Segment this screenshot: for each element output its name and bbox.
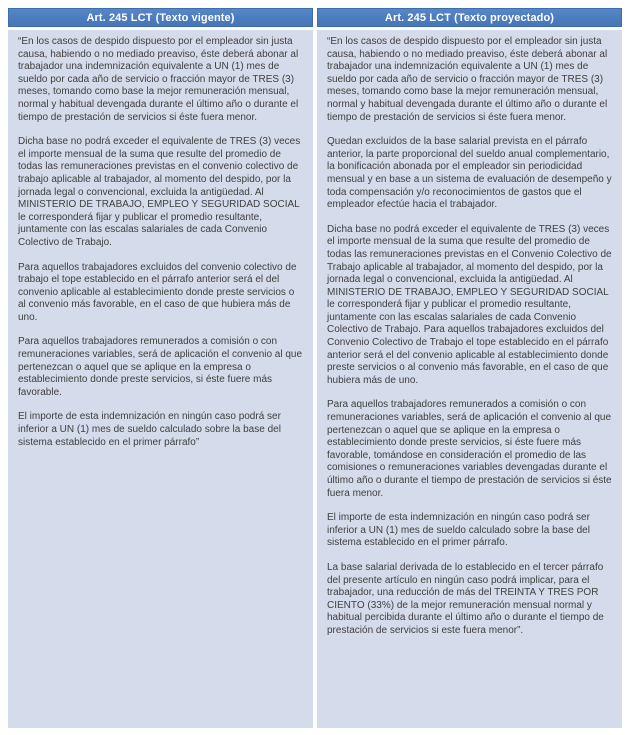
column-header-texto-vigente: Art. 245 LCT (Texto vigente) xyxy=(8,8,313,27)
vigente-paragraph-4: Para aquellos trabajadores remunerados a comisión o con remuneraciones variables, será de aplicación el convenio al que pertenezcan o aquel que se aplique en la empresa o establecimiento donde preste servicios, si éste fuere más favorable. xyxy=(18,336,303,398)
proyectado-paragraph-3: Dicha base no podrá exceder el equivalente de TRES (3) veces el importe mensual de la suma que resulte del promedio de todas las remuneraciones previstas en el Convenio Colectivo de Trabajo aplicable al trabajador, al momento del despido, por la jornada legal o convencional, excluida la antigüedad. Al MINISTERIO DE TRABAJO, EMPLEO Y SEGURIDAD SOCIAL le corresponderá fijar y publicar el promedio resultante, juntamente con las escalas salariales de cada Convenio Colectivo de Trabajo. Para aquellos trabajadores excluidos del Convenio Colectivo de Trabajo el tope establecido en el párrafo anterior será el del convenio aplicable al establecimiento donde preste servicios o al convenio más favorable, en el caso de que hubiera más de uno. xyxy=(327,223,612,386)
vigente-paragraph-5: El importe de esta indemnización en ningún caso podrá ser inferior a UN (1) mes de sueldo calculado sobre la base del sistema establecido en el primer párrafo” xyxy=(18,411,281,448)
proyectado-paragraph-2: Quedan excluidos de la base salarial prevista en el párrafo anterior, la parte proporcional del sueldo anual complementario, la bonificación abonada por el empleador sin periodicidad mensual y en base a un sistema de evaluación de desempeño y toda compensación y/o reconocimientos de gastos que el empleador efectúe hacia el trabajador. xyxy=(327,136,612,211)
proyectado-paragraph-4: Para aquellos trabajadores remunerados a comisión o con remuneraciones variables, será de aplicación el convenio al que pertenezcan o aquel que se aplique en la empresa o establecimiento donde preste servicios, si éste fuere más favorable, tomándose en consideración el promedio de las comisiones o remuneraciones variables devengadas durante el último año o durante el tiempo de prestación de servicios si éste fuera menor. xyxy=(327,399,612,499)
vigente-paragraph-1: “En los casos de despido dispuesto por el empleador sin justa causa, habiendo o no mediado preaviso, éste deberá abonar al trabajador una indemnización equivalente a UN (1) mes de sueldo por cada año de servicio o fracción mayor de TRES (3) meses, tomando como base la mejor remuneración mensual, normal y habitual devengada durante el último año o durante el tiempo de prestación de servicios si éste fuera menor. xyxy=(18,36,299,123)
cell-texto-proyectado xyxy=(317,30,622,728)
column-header-texto-proyectado: Art. 245 LCT (Texto proyectado) xyxy=(317,8,622,27)
cell-texto-vigente xyxy=(8,30,313,728)
proyectado-paragraph-6: La base salarial derivada de lo establecido en el tercer párrafo del presente artículo en ningún caso podrá implicar, para el trabajador, una reducción de más del TREINTA Y TRES POR CIENTO (33%) de la mejor remuneración mensual normal y habitual percibida durante el último año o durante el tiempo de prestación de servicios si este fuera menor”. xyxy=(327,561,604,636)
proyectado-paragraph-1: “En los casos de despido dispuesto por el empleador sin justa causa, habiendo o no mediado preaviso, éste deberá abonar al trabajador una indemnización equivalente a UN (1) mes de sueldo por cada año de servicio o fracción mayor de TRES (3) meses, tomando como base la mejor remuneración mensual, normal y habitual devengada durante el último año o durante el tiempo de prestación de servicios si éste fuera menor. xyxy=(327,36,608,123)
comparison-table xyxy=(8,8,622,728)
vigente-paragraph-2: Dicha base no podrá exceder el equivalente de TRES (3) veces el importe mensual de la suma que resulte del promedio de todas las remuneraciones previstas en el convenio colectivo de trabajo aplicable al trabajador, al momento del despido, por la jornada legal o convencional, excluida la antigüedad. Al MINISTERIO DE TRABAJO, EMPLEO Y SEGURIDAD SOCIAL le corresponderá fijar y publicar el promedio resultante, juntamente con las escalas salariales de cada Convenio Colectivo de Trabajo. xyxy=(18,136,301,248)
proyectado-paragraph-5: El importe de esta indemnización en ningún caso podrá ser inferior a UN (1) mes de sueldo calculado sobre la base del sistema establecido en el primer párrafo. xyxy=(327,512,590,549)
vigente-paragraph-3: Para aquellos trabajadores excluidos del convenio colectivo de trabajo el tope establecido en el párrafo anterior será el del convenio aplicable al establecimiento donde preste servicios o al convenio más favorable, en el caso de que hubiera más de uno. xyxy=(18,261,297,323)
